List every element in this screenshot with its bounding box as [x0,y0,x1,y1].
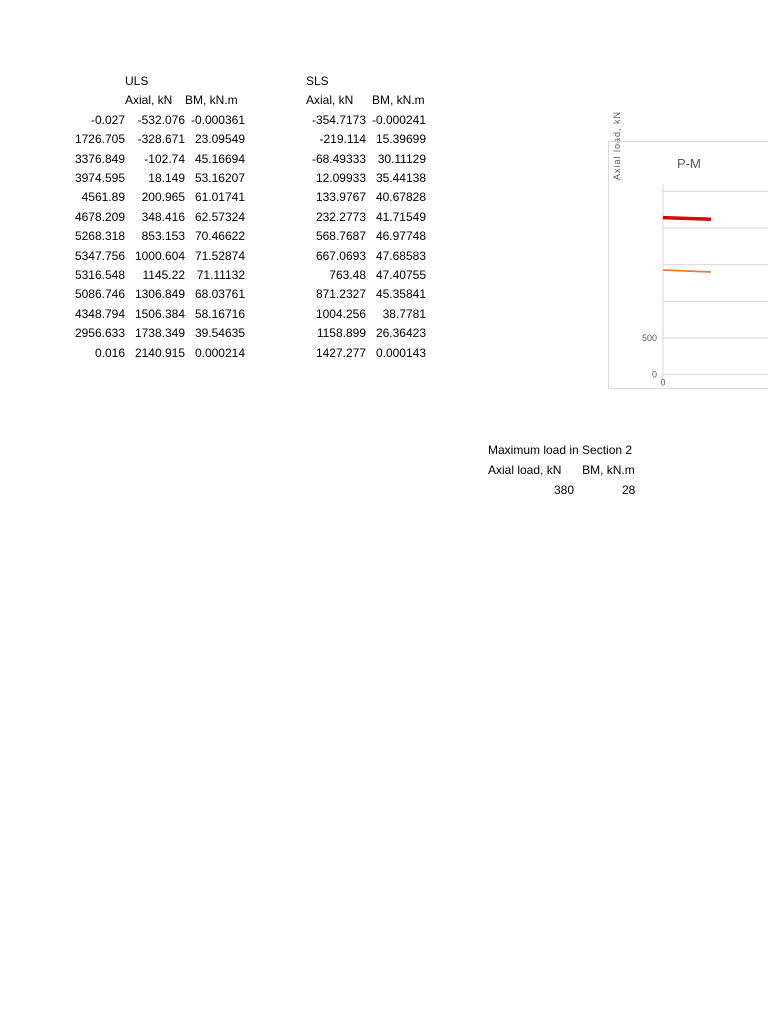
uls-axial-load-cell: 853.153 [141,229,185,244]
uls-row [60,169,245,188]
sls-row [300,169,426,188]
pm-chart-svg [609,142,768,388]
uls-header-row [60,91,245,110]
uls-row [60,188,245,207]
uls-title-row [60,72,245,91]
sls-row [300,266,426,285]
uls-title: ULS [125,74,149,88]
uls-bm-cell: 71.52874 [194,248,245,263]
uls-bm-cell: 68.03761 [194,287,245,302]
uls-axial-cell: 0.016 [94,345,125,360]
pm-chart [608,141,768,389]
sls-row [300,111,426,130]
uls-bm-cell: 62.57324 [194,209,245,224]
uls-axial-cell: 4678.209 [74,209,125,224]
sls-bm-cell: 38.7781 [382,306,426,321]
uls-axial-cell: 5086.746 [74,287,125,302]
sls-row [300,344,426,363]
max-load-axial-label: Axial load, kN [488,463,562,477]
sls-axial-cell: -219.114 [319,132,366,147]
uls-axial-load-cell: -102.74 [144,151,185,166]
sls-bm-cell: 45.35841 [375,287,426,302]
uls-axial-cell: 4561.89 [81,190,125,205]
sls-row [300,305,426,324]
uls-axial-cell: 2956.633 [74,326,125,341]
uls-row [60,208,245,227]
uls-axial-load-cell: 200.965 [141,190,185,205]
uls-axial-cell: 4348.794 [74,306,125,321]
sls-table [300,72,426,363]
max-load-bm-label: BM, kN.m [582,463,635,477]
sls-bm-cell: 41.71549 [375,209,426,224]
max-load-header-row [488,460,635,480]
uls-row [60,344,245,363]
uls-row [60,227,245,246]
sls-axial-cell: 1427.277 [315,345,366,360]
sls-bm-cell: 47.40755 [375,268,426,283]
uls-axial-load-cell: 1145.22 [142,268,185,283]
uls-bm-cell: 70.46622 [194,229,245,244]
uls-bm-cell: 0.000214 [194,345,245,360]
uls-row [60,130,245,149]
uls-axial-cell: 5347.756 [74,248,125,263]
sls-bm-cell: 26.36423 [375,326,426,341]
sls-row [300,247,426,266]
chart-y-tick-label: 0 [651,369,657,380]
sls-bm-cell: 40.67828 [375,190,426,205]
uls-bm-cell: 58.16716 [194,306,245,321]
max-load-title: Maximum load in Section 2 [488,443,633,457]
chart-title: P-M [677,156,701,171]
sls-axial-cell: 1158.899 [316,326,366,341]
uls-axial-load-cell: 1000.604 [134,248,185,263]
sls-axial-cell: 568.7687 [315,229,366,244]
sls-axial-cell: 763.48 [329,268,366,283]
chart-x-tick-label: 0 [660,377,666,388]
sls-series-line [663,270,711,272]
uls-row [60,247,245,266]
uls-row [60,111,245,130]
uls-bm-cell: 23.09549 [194,132,245,147]
sls-header-row [300,91,426,110]
uls-series-line [663,218,711,220]
sls-bm-cell: -0.000241 [371,112,426,127]
sls-row [300,130,426,149]
uls-axial-cell: 5316.548 [74,268,125,283]
uls-axial-load-cell: 348.416 [141,209,185,224]
uls-axial-load-cell: 2140.915 [134,345,185,360]
sls-bm-cell: 47.68583 [375,248,426,263]
uls-axial-cell: -0.027 [90,112,125,127]
uls-axial-load-cell: 1506.384 [134,306,185,321]
sls-axial-cell: 133.9767 [315,190,366,205]
max-load-values-row [488,480,635,500]
sls-row [300,227,426,246]
sls-axial-cell: 1004.256 [315,306,366,321]
sls-title: SLS [306,74,329,88]
uls-bm-cell: 39.54635 [194,326,245,341]
uls-row [60,150,245,169]
uls-axial-cell: 3974.595 [74,171,125,186]
sls-row [300,150,426,169]
sls-title-row [300,72,426,91]
sls-row [300,285,426,304]
uls-axial-load-cell: 1738.349 [134,326,185,341]
sls-row [300,188,426,207]
max-load-bm-value: 28 [622,483,636,497]
sls-axial-cell: -68.49333 [311,151,366,166]
uls-axial-load-cell: 18.149 [148,171,185,186]
uls-axial-cell: 3376.849 [74,151,125,166]
uls-table [60,72,245,363]
max-load-axial-value: 380 [554,483,575,497]
uls-bm-cell: 45.16694 [194,151,245,166]
sls-axial-cell: 232.2773 [315,209,366,224]
uls-row [60,266,245,285]
uls-row [60,305,245,324]
uls-row [60,285,245,304]
uls-axial-load-cell: -328.671 [137,132,185,147]
sls-row [300,324,426,343]
sls-axial-cell: -354.7173 [311,112,366,127]
sls-axial-header: Axial, kN [306,93,354,108]
sls-bm-cell: 46.97748 [375,229,426,244]
uls-axial-load-cell: 1306.849 [134,287,185,302]
uls-bm-cell: 61.01741 [194,190,245,205]
uls-bm-cell: -0.000361 [190,112,245,127]
sls-bm-header: BM, kN.m [372,93,425,108]
chart-y-axis-title: Axial load, kN [612,110,622,180]
sls-axial-cell: 871.2327 [315,287,366,302]
sls-axial-cell: 12.09933 [315,171,366,186]
uls-bm-cell: 71.11132 [196,268,245,283]
uls-axial-cell: 5268.318 [74,229,125,244]
sls-bm-cell: 15.39699 [375,132,426,147]
uls-axial-header: Axial, kN [125,93,173,108]
sls-bm-cell: 0.000143 [375,345,426,360]
sls-row [300,208,426,227]
uls-bm-header: BM, kN.m [185,93,238,108]
uls-axial-cell: 1726.705 [74,132,125,147]
sls-bm-cell: 35.44138 [375,171,426,186]
max-load-block [488,440,635,500]
uls-bm-cell: 53.16207 [194,171,245,186]
chart-y-tick-label: 500 [641,333,657,343]
sls-axial-cell: 667.0693 [315,248,366,263]
uls-row [60,324,245,343]
sls-bm-cell: 30.11129 [377,151,426,166]
uls-axial-load-cell: -532.076 [137,112,185,127]
